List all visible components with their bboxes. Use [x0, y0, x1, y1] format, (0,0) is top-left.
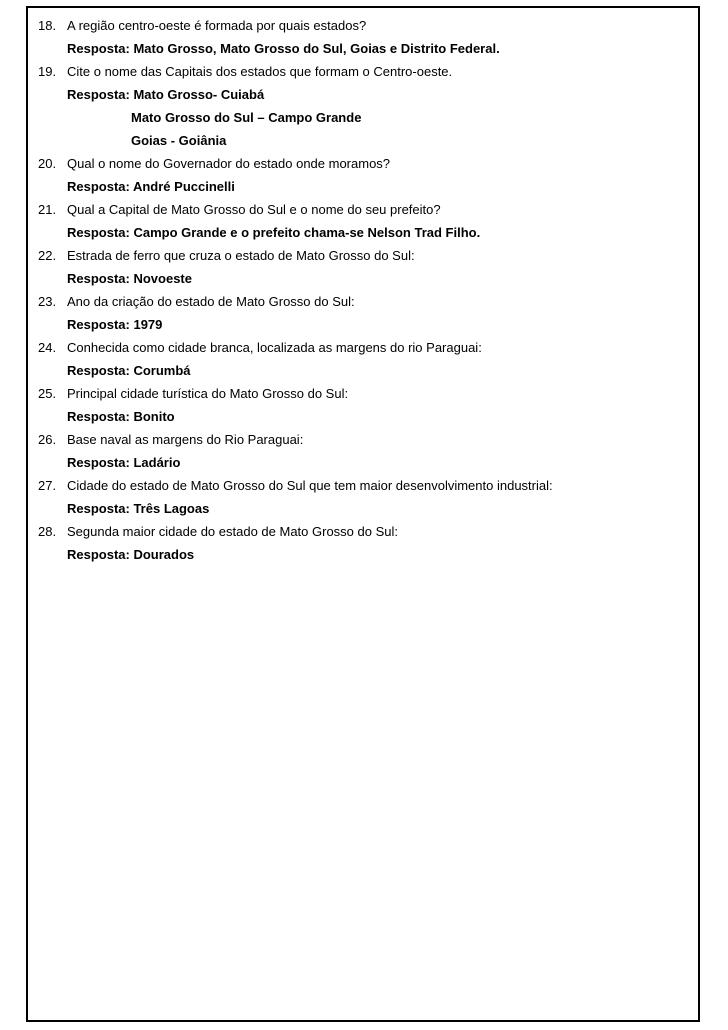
answer-line — [38, 497, 688, 520]
answer-text: Resposta: Mato Grosso, Mato Grosso do Sul, Goias e Distrito Federal. — [67, 41, 500, 56]
question-number: 22. — [38, 248, 57, 263]
answer-line — [38, 451, 688, 474]
question-text: Qual o nome do Governador do estado onde moramos? — [67, 156, 391, 171]
answer-line — [38, 313, 688, 336]
question-number: 27. — [38, 478, 57, 493]
question-line — [38, 290, 688, 313]
answer-line — [38, 83, 688, 106]
question-text: Ano da criação do estado de Mato Grosso do Sul: — [67, 294, 355, 309]
answer-continuation-line — [38, 106, 688, 129]
answer-line — [38, 359, 688, 382]
answer-line — [38, 543, 688, 566]
answer-text: Resposta: Corumbá — [67, 363, 191, 378]
answer-line — [38, 267, 688, 290]
answer-line — [38, 175, 688, 198]
answer-line — [38, 37, 688, 60]
answer-line — [38, 405, 688, 428]
answer-text: Resposta: 1979 — [67, 317, 163, 332]
answer-text: Resposta: Campo Grande e o prefeito chama-se Nelson Trad Filho. — [67, 225, 481, 240]
answer-continuation-text: Mato Grosso do Sul – Campo Grande — [131, 110, 362, 125]
question-line — [38, 244, 688, 267]
question-line — [38, 198, 688, 221]
answer-text: Resposta: Três Lagoas — [67, 501, 210, 516]
answer-line — [38, 221, 688, 244]
answer-text: Resposta: Novoeste — [67, 271, 192, 286]
answer-text: Resposta: Mato Grosso- Cuiabá — [67, 87, 265, 102]
question-number: 18. — [38, 18, 57, 33]
question-line — [38, 428, 688, 451]
answer-text: Resposta: Dourados — [67, 547, 195, 562]
question-text: A região centro-oeste é formada por quais estados? — [67, 18, 367, 33]
question-number: 24. — [38, 340, 57, 355]
question-text: Qual a Capital de Mato Grosso do Sul e o nome do seu prefeito? — [67, 202, 441, 217]
question-number: 21. — [38, 202, 57, 217]
question-text: Estrada de ferro que cruza o estado de Mato Grosso do Sul: — [67, 248, 415, 263]
question-text: Base naval as margens do Rio Paraguai: — [67, 432, 304, 447]
question-line — [38, 336, 688, 359]
question-number: 26. — [38, 432, 57, 447]
question-answer-list — [38, 14, 688, 566]
question-text: Conhecida como cidade branca, localizada as margens do rio Paraguai: — [67, 340, 482, 355]
question-text: Principal cidade turística do Mato Grosso do Sul: — [67, 386, 349, 401]
question-number: 28. — [38, 524, 57, 539]
question-number: 23. — [38, 294, 57, 309]
question-line — [38, 14, 688, 37]
question-line — [38, 382, 688, 405]
answer-text: Resposta: Bonito — [67, 409, 175, 424]
answer-continuation-text: Goias - Goiânia — [131, 133, 227, 148]
question-text: Segunda maior cidade do estado de Mato Grosso do Sul: — [67, 524, 398, 539]
question-text: Cidade do estado de Mato Grosso do Sul que tem maior desenvolvimento industrial: — [67, 478, 553, 493]
question-number: 19. — [38, 64, 57, 79]
question-line — [38, 60, 688, 83]
question-line — [38, 520, 688, 543]
answer-continuation-line — [38, 129, 688, 152]
answer-text: Resposta: Ladário — [67, 455, 181, 470]
question-text: Cite o nome das Capitais dos estados que formam o Centro-oeste. — [67, 64, 453, 79]
question-line — [38, 152, 688, 175]
question-number: 25. — [38, 386, 57, 401]
question-number: 20. — [38, 156, 57, 171]
answer-text: Resposta: André Puccinelli — [67, 179, 235, 194]
question-line — [38, 474, 688, 497]
